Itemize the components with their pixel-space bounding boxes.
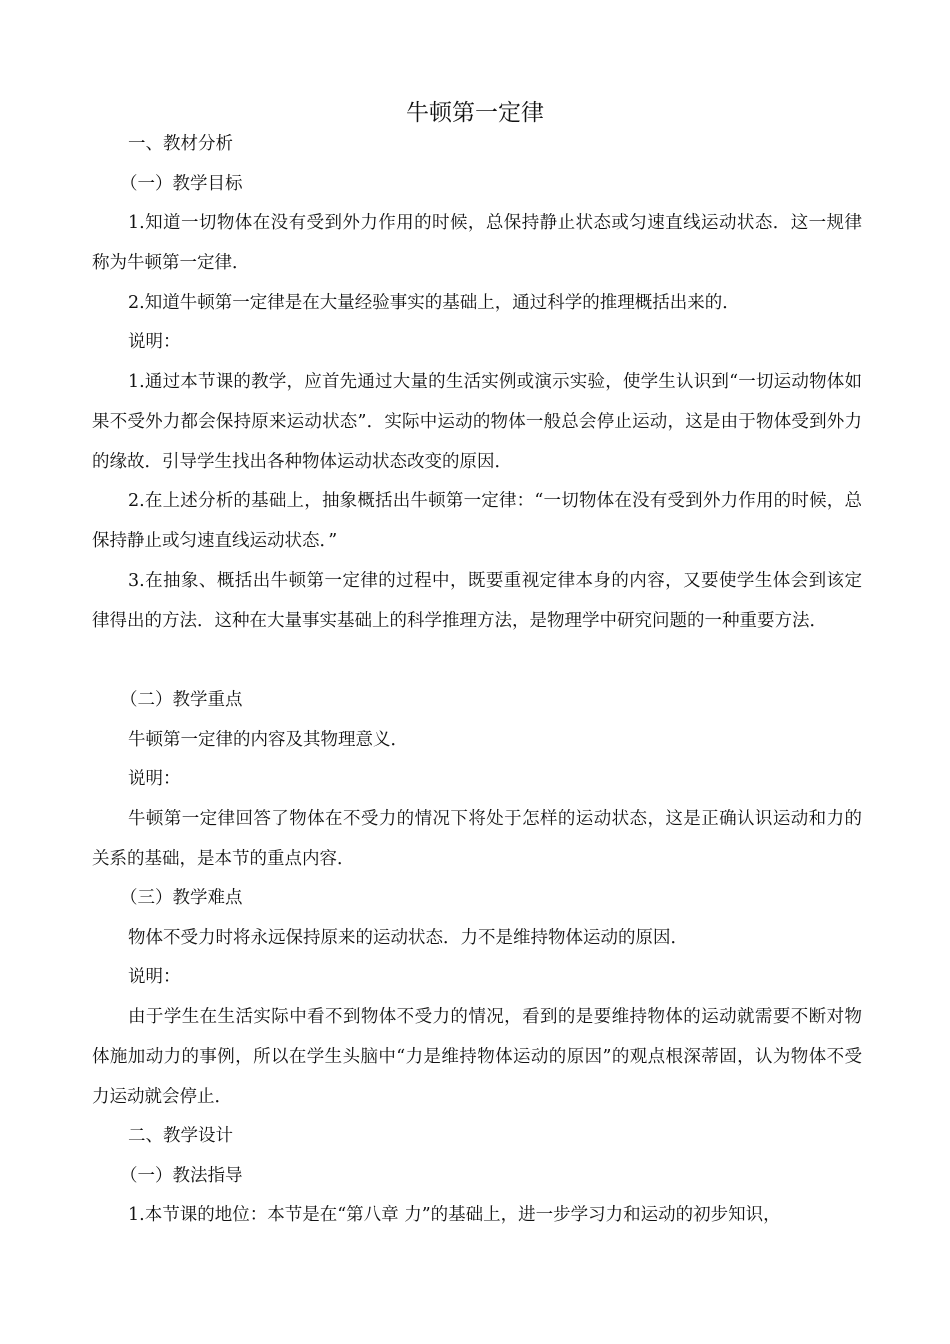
subsection-heading-3: （三）教学难点 bbox=[120, 888, 243, 908]
paragraph-key-explain: 牛顿第一定律回答了物体在不受力的情况下将处于怎样的运动状态，这是正确认识运动和力的关系的基础，是本节的重点内容． bbox=[92, 809, 862, 869]
note-label-2: 说明： bbox=[128, 769, 181, 789]
paragraph-difficulty-explain: 由于学生在生活实际中看不到物体不受力的情况，看到的是要维持物体的运动就需要不断对物体施加动力的事例，所以在学生头脑中“力是维持物体运动的原因”的观点根深蒂固，认为物体不受力运动就会停止． bbox=[92, 1007, 862, 1107]
paragraph-note-2: 2.在上述分析的基础上，抽象概括出牛顿第一定律：“一切物体在没有受到外力作用的时候，总保持静止或匀速直线运动状态．” bbox=[92, 491, 862, 551]
paragraph-goal-2: 2.知道牛顿第一定律是在大量经验事实的基础上，通过科学的推理概括出来的． bbox=[128, 293, 740, 313]
note-label-3: 说明： bbox=[128, 967, 181, 987]
paragraph-note-1: 1.通过本节课的教学，应首先通过大量的生活实例或演示实验，使学生认识到“一切运动物体如果不受外力都会保持原来运动状态”．实际中运动的物体一般总会停止运动，这是由于物体受到外力的缘故．引导学生找出各种物体运动状态改变的原因． bbox=[92, 372, 862, 472]
document-title: 牛顿第一定律 bbox=[406, 100, 544, 126]
paragraph-method-1: 1.本节课的地位：本节是在“第八章 力”的基础上，进一步学习力和运动的初步知识， bbox=[128, 1205, 781, 1225]
subsection-heading-1: （一）教学目标 bbox=[120, 174, 243, 194]
note-label-1: 说明： bbox=[128, 332, 181, 352]
subsection-heading-2: （二）教学重点 bbox=[120, 690, 243, 710]
paragraph-goal-1: 1.知道一切物体在没有受到外力作用的时候，总保持静止状态或匀速直线运动状态．这一规律称为牛顿第一定律． bbox=[92, 213, 862, 273]
paragraph-key-point: 牛顿第一定律的内容及其物理意义． bbox=[128, 730, 408, 750]
section-heading-2: 二、教学设计 bbox=[128, 1126, 233, 1146]
subsection-heading-4: （一）教法指导 bbox=[120, 1166, 243, 1186]
paragraph-difficulty: 物体不受力时将永远保持原来的运动状态．力不是维持物体运动的原因． bbox=[128, 928, 688, 948]
section-heading-1: 一、教材分析 bbox=[128, 134, 233, 154]
paragraph-note-3: 3.在抽象、概括出牛顿第一定律的过程中，既要重视定律本身的内容，又要使学生体会到该定律得出的方法．这种在大量事实基础上的科学推理方法，是物理学中研究问题的一种重要方法． bbox=[92, 571, 862, 631]
